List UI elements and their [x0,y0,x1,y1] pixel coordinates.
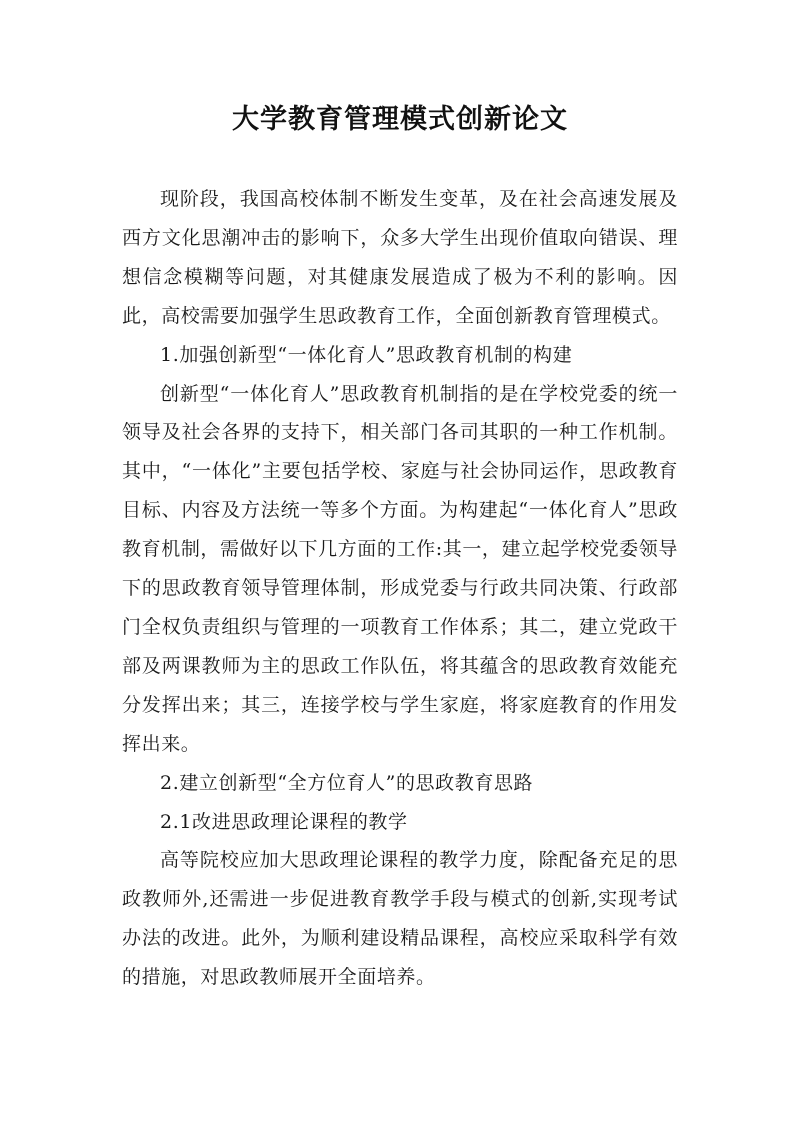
section-heading-2: 2.建立创新型“全方位育人”的思政教育思路 [160,771,534,794]
subsection-heading-2-1: 2.1改进思政理论课程的教学 [160,810,408,833]
section-heading-1: 1.加强创新型“一体化育人”思政教育机制的构建 [160,343,573,366]
subsection-2-1-paragraph: 高等院校应加大思政理论课程的教学力度，除配备充足的思政教师外,还需进一步促进教育教学手段与模式的创新,实现考试办法的改进。此外，为顺利建设精品课程，高校应采取科学有效的措施，对思政教师展开全面培养。 [122,849,678,989]
section-1-paragraph: 创新型“一体化育人”思政教育机制指的是在学校党委的统一领导及社会各界的支持下，相关部门各司其职的一种工作机制。其中，“一体化”主要包括学校、家庭与社会协同运作，思政教育目标、内容及方法统一等多个方面。为构建起“一体化育人”思政教育机制，需做好以下几方面的工作:其一，建立起学校党委领导下的思政教育领导管理体制，形成党委与行政共同决策、行政部门全权负责组织与管理的一项教育工作体系；其二，建立党政干部及两课教师为主的思政工作队伍，将其蕴含的思政教育效能充分发挥出来；其三，连接学校与学生家庭，将家庭教育的作用发挥出来。 [122,382,678,755]
intro-paragraph: 现阶段，我国高校体制不断发生变革，及在社会高速发展及西方文化思潮冲击的影响下，众多大学生出现价值取向错误、理想信念模糊等问题，对其健康发展造成了极为不利的影响。因此，高校需要加强学生思政教育工作，全面创新教育管理模式。 [122,188,678,327]
document-title: 大学教育管理模式创新论文 [232,104,568,135]
document-body [122,180,678,997]
